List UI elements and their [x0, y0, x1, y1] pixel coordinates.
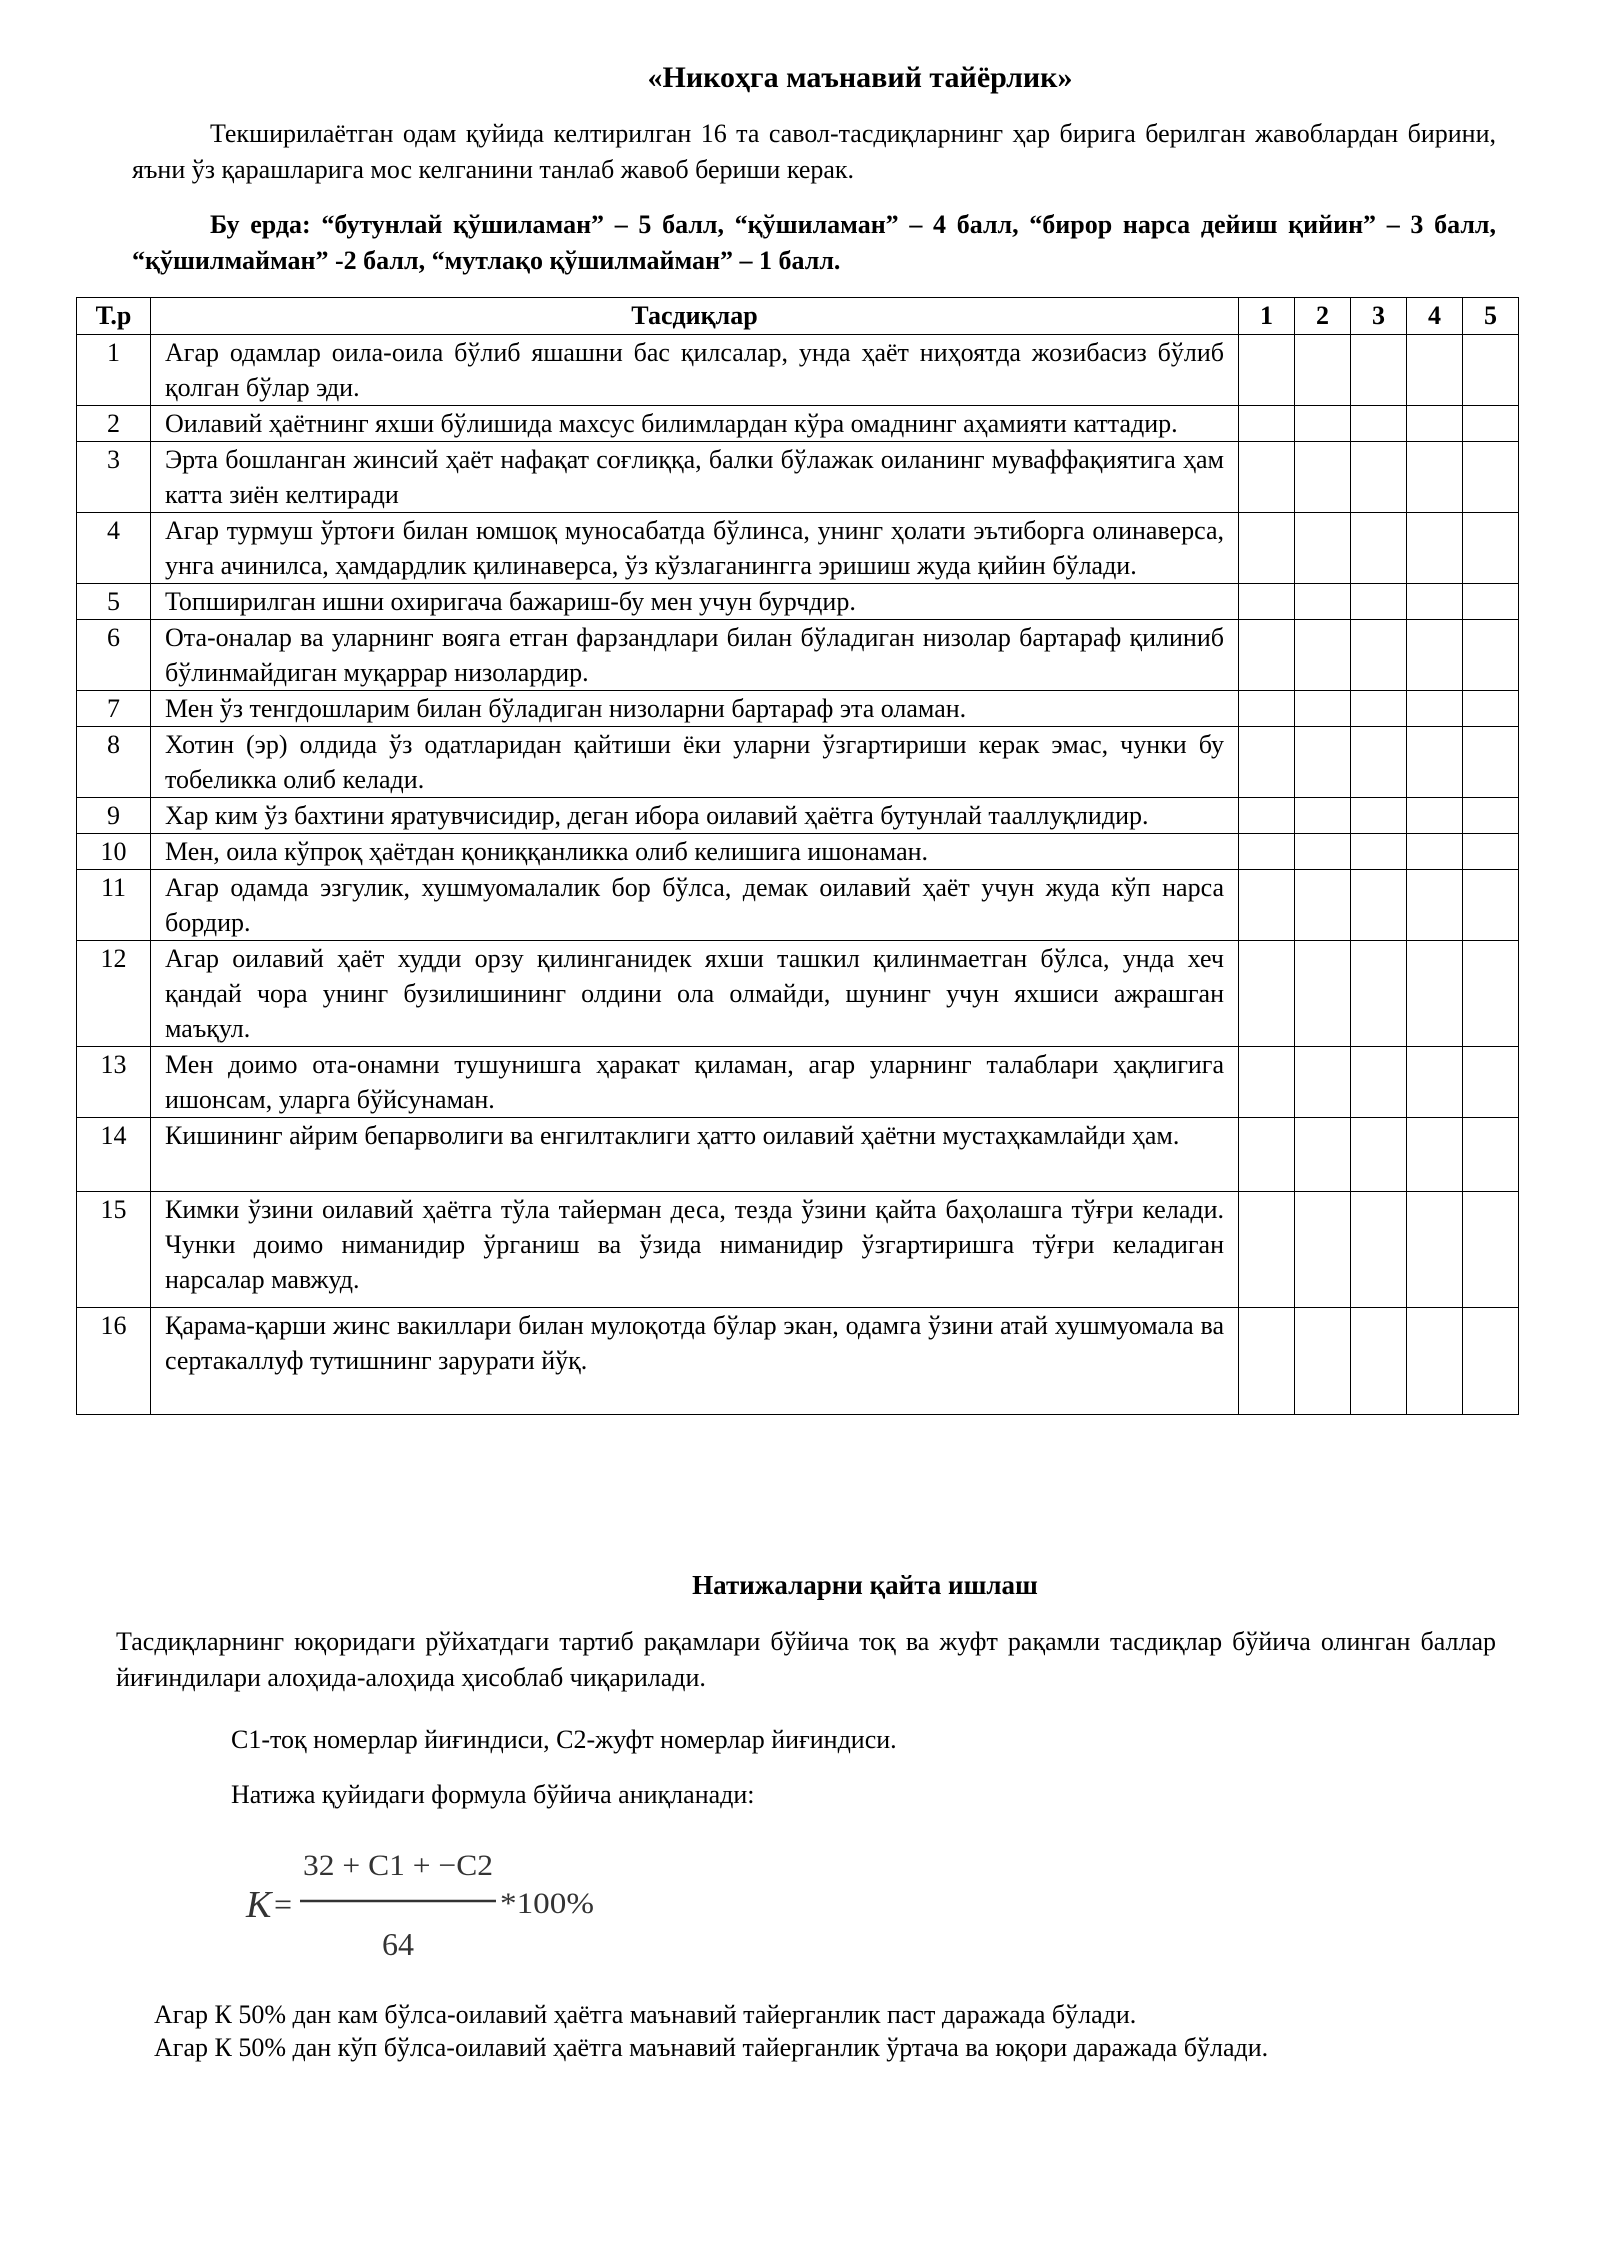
score-cell-1[interactable] — [1239, 1308, 1295, 1415]
table-row — [77, 406, 1519, 442]
table-row — [77, 798, 1519, 834]
score-cell-5[interactable] — [1463, 798, 1519, 834]
statement-text: Агар одамда эзгулик, хушмуомалалик бор бўлса, демак оилавий ҳаёт учун жуда кўп нарса бордир. — [151, 870, 1239, 941]
header-score-1: 1 — [1239, 298, 1295, 335]
score-cell-5[interactable] — [1463, 834, 1519, 870]
score-cell-1[interactable] — [1239, 798, 1295, 834]
score-cell-1[interactable] — [1239, 727, 1295, 798]
score-cell-3[interactable] — [1351, 941, 1407, 1047]
score-cell-3[interactable] — [1351, 834, 1407, 870]
conclusion-high: Агар К 50% дан кўп бўлса-оилавий ҳаётга маънавий тайерганлик ўртача ва юқори даражада бўлади. — [154, 2033, 1269, 2062]
row-number: 13 — [77, 1047, 151, 1118]
row-number: 14 — [77, 1118, 151, 1192]
score-cell-5[interactable] — [1463, 1047, 1519, 1118]
row-number: 6 — [77, 620, 151, 691]
statement-text: Эрта бошланган жинсий ҳаёт нафақат соғлиққа, балки бўлажак оиланинг муваффақиятига ҳам катта зиён келтиради — [151, 442, 1239, 513]
processing-paragraph: Тасдиқларнинг юқоридаги рўйхатдаги тартиб рақамлари бўйича тоқ ва жуфт рақамли тасдиқлар бўйича олинган баллар йиғиндилари алоҳида-алоҳида ҳисоблаб чиқарилади. — [116, 1627, 1496, 1692]
score-cell-4[interactable] — [1407, 620, 1463, 691]
score-cell-2[interactable] — [1295, 1192, 1351, 1308]
score-cell-4[interactable] — [1407, 834, 1463, 870]
score-cell-3[interactable] — [1351, 584, 1407, 620]
score-cell-5[interactable] — [1463, 1192, 1519, 1308]
score-cell-5[interactable] — [1463, 406, 1519, 442]
row-number: 4 — [77, 513, 151, 584]
score-cell-3[interactable] — [1351, 1047, 1407, 1118]
header-score-2: 2 — [1295, 298, 1351, 335]
row-number: 7 — [77, 691, 151, 727]
score-cell-3[interactable] — [1351, 1192, 1407, 1308]
statement-text: Хотин (эр) олдида ўз одатларидан қайтиши ёки уларни ўзгартириши керак эмас, чунки бу тобеликка олиб келади. — [151, 727, 1239, 798]
score-cell-2[interactable] — [1295, 1308, 1351, 1415]
score-cell-4[interactable] — [1407, 335, 1463, 406]
table-row — [77, 1118, 1519, 1192]
score-cell-1[interactable] — [1239, 442, 1295, 513]
row-number: 15 — [77, 1192, 151, 1308]
row-number: 8 — [77, 727, 151, 798]
score-cell-4[interactable] — [1407, 727, 1463, 798]
header-statements: Тасдиқлар — [151, 298, 1239, 335]
score-cell-4[interactable] — [1407, 1118, 1463, 1192]
row-number: 5 — [77, 584, 151, 620]
table-row — [77, 1308, 1519, 1415]
score-cell-2[interactable] — [1295, 584, 1351, 620]
score-cell-5[interactable] — [1463, 1308, 1519, 1415]
score-cell-4[interactable] — [1407, 798, 1463, 834]
score-cell-1[interactable] — [1239, 834, 1295, 870]
score-cell-5[interactable] — [1463, 442, 1519, 513]
score-cell-2[interactable] — [1295, 442, 1351, 513]
result-formula — [240, 1833, 600, 1963]
scoring-legend: Бу ерда: “бутунлай қўшиламан” – 5 балл, “қўшиламан” – 4 балл, “бирор нарса дейиш қийин” – 3 балл, “қўшилмайман” -2 балл, “мутлақо қўшилмайман” – 1 балл. — [132, 210, 1496, 275]
score-cell-4[interactable] — [1407, 870, 1463, 941]
row-number: 10 — [77, 834, 151, 870]
score-cell-2[interactable] — [1295, 870, 1351, 941]
table-row — [77, 727, 1519, 798]
header-score-3: 3 — [1351, 298, 1407, 335]
table-row — [77, 513, 1519, 584]
row-number: 9 — [77, 798, 151, 834]
statement-text: Агар турмуш ўртоғи билан юмшоқ муносабатда бўлинса, унинг ҳолати эътиборга олинаверса, унга ачинилса, ҳамдардлик қилинаверса, ўз кўзлаганингга эришиш жуда қийин бўлади. — [151, 513, 1239, 584]
score-cell-1[interactable] — [1239, 1192, 1295, 1308]
table-row — [77, 442, 1519, 513]
score-cell-5[interactable] — [1463, 941, 1519, 1047]
score-cell-4[interactable] — [1407, 442, 1463, 513]
statement-text: Мен доимо ота-онамни тушунишга ҳаракат қиламан, агар уларнинг талаблари ҳақлигига ишонсам, уларга бўйсунаман. — [151, 1047, 1239, 1118]
statement-text: Қарама-қарши жинс вакиллари билан мулоқотда бўлар экан, одамга ўзини атай хушмуомала ва сертакаллуф тутишнинг зарурати йўқ. — [151, 1308, 1239, 1415]
score-cell-3[interactable] — [1351, 442, 1407, 513]
score-cell-2[interactable] — [1295, 941, 1351, 1047]
statement-text: Агар одамлар оила-оила бўлиб яшашни бас қилсалар, унда ҳаёт ниҳоятда жозибасиз бўлиб қолган бўлар эди. — [151, 335, 1239, 406]
score-cell-1[interactable] — [1239, 620, 1295, 691]
table-row — [77, 834, 1519, 870]
score-cell-4[interactable] — [1407, 513, 1463, 584]
score-cell-5[interactable] — [1463, 1118, 1519, 1192]
score-cell-1[interactable] — [1239, 1047, 1295, 1118]
document-title: «Никоҳга маънавий тайёрлик» — [647, 61, 1073, 94]
table-row — [77, 1047, 1519, 1118]
score-cell-2[interactable] — [1295, 691, 1351, 727]
table-row — [77, 691, 1519, 727]
score-cell-3[interactable] — [1351, 691, 1407, 727]
score-cell-4[interactable] — [1407, 941, 1463, 1047]
row-number: 2 — [77, 406, 151, 442]
conclusion-low: Агар К 50% дан кам бўлса-оилавий ҳаётга маънавий тайерганлик паст даражада бўлади. — [154, 2000, 1137, 2029]
score-cell-3[interactable] — [1351, 335, 1407, 406]
score-cell-5[interactable] — [1463, 620, 1519, 691]
score-cell-4[interactable] — [1407, 1192, 1463, 1308]
statement-text: Агар оилавий ҳаёт худди орзу қилинганидек яхши ташкил қилинмаетган бўлса, унда хеч қандай чора унинг бузилишининг олдини ола олмайди, шунинг учун яхшиси ажрашган маъқул. — [151, 941, 1239, 1047]
row-number: 12 — [77, 941, 151, 1047]
score-cell-5[interactable] — [1463, 513, 1519, 584]
score-cell-3[interactable] — [1351, 406, 1407, 442]
score-cell-2[interactable] — [1295, 513, 1351, 584]
score-cell-1[interactable] — [1239, 941, 1295, 1047]
formula-k: K — [246, 1884, 272, 1926]
score-cell-2[interactable] — [1295, 798, 1351, 834]
score-cell-1[interactable] — [1239, 335, 1295, 406]
score-cell-5[interactable] — [1463, 584, 1519, 620]
table-row — [77, 870, 1519, 941]
score-cell-2[interactable] — [1295, 406, 1351, 442]
table-row — [77, 941, 1519, 1047]
table-row — [77, 584, 1519, 620]
statement-text: Мен, оила кўпроқ ҳаётдан қониққанликка олиб келишига ишонаман. — [151, 834, 1239, 870]
score-cell-4[interactable] — [1407, 691, 1463, 727]
score-cell-5[interactable] — [1463, 335, 1519, 406]
statement-text: Кишининг айрим бепарволиги ва енгилтаклиги ҳатто оилавий ҳаётни мустаҳкамлайди ҳам. — [151, 1118, 1239, 1192]
score-cell-3[interactable] — [1351, 513, 1407, 584]
table-row — [77, 1192, 1519, 1308]
score-cell-5[interactable] — [1463, 727, 1519, 798]
statement-text: Мен ўз тенгдошларим билан бўладиган низоларни бартараф эта оламан. — [151, 691, 1239, 727]
statement-text: Кимки ўзини оилавий ҳаётга тўла тайерман деса, тезда ўзини қайта баҳолашга тўғри келади. Чунки доимо ниманидир ўрганиш ва ўзида ниманидир ўзгартиришга тўғри келадиган нарсалар мавжуд. — [151, 1192, 1239, 1308]
statements-table — [76, 297, 1519, 1415]
table-header-row — [77, 298, 1519, 335]
score-cell-3[interactable] — [1351, 798, 1407, 834]
score-cell-1[interactable] — [1239, 870, 1295, 941]
instruction-paragraph: Текширилаётган одам қуйида келтирилган 16 та савол-тасдиқларнинг ҳар бирига берилган жавоблардан бирини, яъни ўз қарашларига мос келганини танлаб жавоб бериши керак. — [132, 119, 1496, 184]
score-cell-5[interactable] — [1463, 870, 1519, 941]
score-cell-3[interactable] — [1351, 870, 1407, 941]
row-number: 11 — [77, 870, 151, 941]
formula-denominator: 64 — [382, 1926, 414, 1962]
score-cell-2[interactable] — [1295, 834, 1351, 870]
score-cell-2[interactable] — [1295, 1047, 1351, 1118]
table-row — [77, 335, 1519, 406]
score-cell-3[interactable] — [1351, 727, 1407, 798]
score-cell-1[interactable] — [1239, 513, 1295, 584]
score-cell-1[interactable] — [1239, 1118, 1295, 1192]
score-cell-1[interactable] — [1239, 584, 1295, 620]
processing-title: Натижаларни қайта ишлаш — [692, 1570, 1038, 1600]
statement-text: Хар ким ўз бахтини яратувчисидир, деган ибора оилавий ҳаётга бутунлай тааллуқлидир. — [151, 798, 1239, 834]
score-cell-4[interactable] — [1407, 406, 1463, 442]
score-cell-4[interactable] — [1407, 1308, 1463, 1415]
formula-suffix: *100% — [500, 1887, 594, 1920]
row-number: 16 — [77, 1308, 151, 1415]
statement-text: Топширилган ишни охиригача бажариш-бу мен учун бурчдир. — [151, 584, 1239, 620]
score-cell-4[interactable] — [1407, 1047, 1463, 1118]
formula-numerator: 32 + C1 + −C2 — [303, 1849, 493, 1882]
header-score-4: 4 — [1407, 298, 1463, 335]
row-number: 1 — [77, 335, 151, 406]
score-cell-1[interactable] — [1239, 406, 1295, 442]
score-cell-1[interactable] — [1239, 691, 1295, 727]
statement-text: Ота-оналар ва уларнинг вояга етган фарзандлари билан бўладиган низолар бартараф қилиниб бўлинмайдиган муқаррар низолардир. — [151, 620, 1239, 691]
sum-definition: С1-тоқ номерлар йиғиндиси, С2-жуфт номерлар йиғиндиси. — [231, 1725, 897, 1754]
score-cell-3[interactable] — [1351, 1308, 1407, 1415]
statement-text: Оилавий ҳаётнинг яхши бўлишида махсус билимлардан кўра омаднинг аҳамияти каттадир. — [151, 406, 1239, 442]
row-number: 3 — [77, 442, 151, 513]
formula-equals: = — [274, 1886, 293, 1922]
score-cell-3[interactable] — [1351, 1118, 1407, 1192]
table-row — [77, 620, 1519, 691]
score-cell-3[interactable] — [1351, 620, 1407, 691]
score-cell-2[interactable] — [1295, 727, 1351, 798]
score-cell-2[interactable] — [1295, 620, 1351, 691]
score-cell-5[interactable] — [1463, 691, 1519, 727]
score-cell-2[interactable] — [1295, 1118, 1351, 1192]
header-score-5: 5 — [1463, 298, 1519, 335]
score-cell-2[interactable] — [1295, 335, 1351, 406]
score-cell-4[interactable] — [1407, 584, 1463, 620]
header-number: Т.р — [77, 298, 151, 335]
formula-intro: Натижа қуйидаги формула бўйича аниқланади: — [231, 1780, 755, 1809]
